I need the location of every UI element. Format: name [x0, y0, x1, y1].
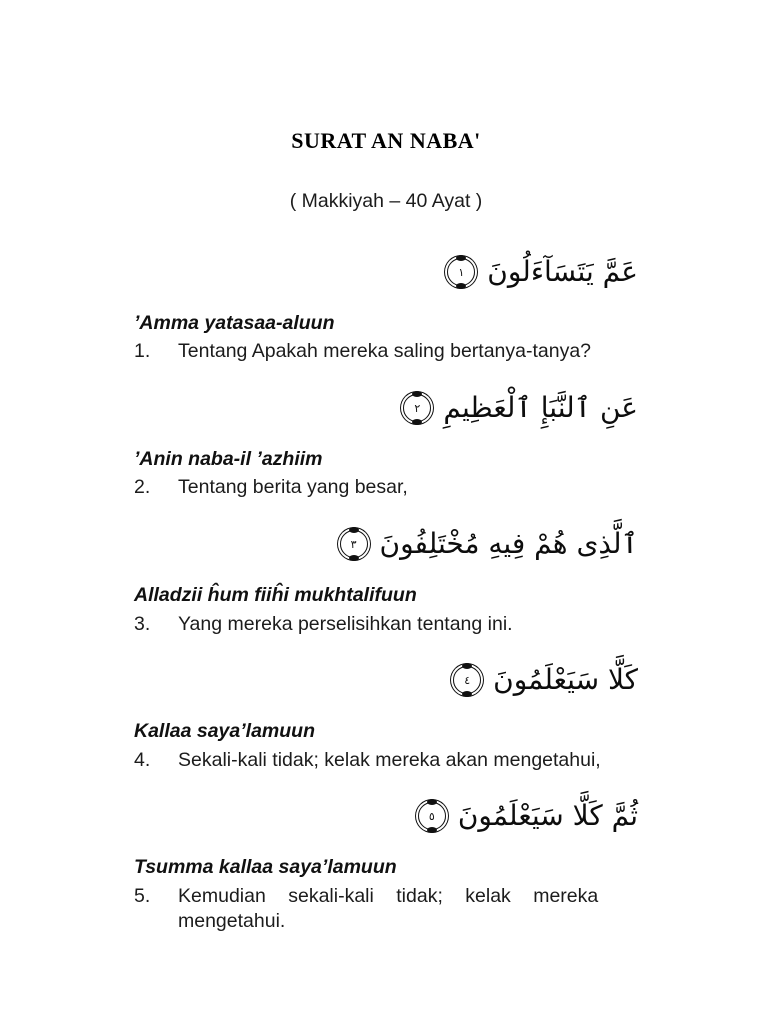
translation-text: Tentang Apakah mereka saling bertanya-tanya? — [178, 340, 592, 363]
ayah-marker-icon — [340, 530, 368, 558]
verse-section-3 — [134, 515, 638, 637]
ayah-number: ١ — [458, 265, 465, 279]
page-subtitle: ( Makkiyah – 40 Ayat ) — [289, 190, 483, 212]
translation-text: Yang mereka perselisihkan tentang ini. — [178, 612, 513, 635]
arabic-text: عَنِ ٱلنَّبَإِ ٱلْعَظِيمِ — [443, 391, 638, 425]
arabic-text: عَمَّ يَتَسَآءَلُونَ — [487, 255, 638, 288]
translation-row — [134, 339, 638, 365]
verse-section-5 — [134, 787, 638, 935]
ayah-marker-icon — [403, 394, 431, 422]
translation-number: 4. — [134, 748, 151, 771]
transliteration: ’Anin naba-il ’azhiim — [134, 448, 323, 471]
ayah-number: ٤ — [464, 673, 471, 687]
verse-section-1 — [134, 243, 638, 365]
arabic-text: ثُمَّ كَلَّا سَيَعْلَمُونَ — [457, 799, 638, 833]
document-content — [134, 128, 638, 935]
arabic-text: ٱلَّذِى هُمْ فِيهِ مُخْتَلِفُونَ — [379, 527, 638, 561]
translation-row — [134, 884, 638, 935]
ayah-number: ٢ — [414, 401, 421, 415]
translation-number: 2. — [134, 476, 151, 499]
ayah-marker-icon — [453, 666, 481, 694]
ayah-number: ٥ — [428, 809, 435, 823]
transliteration: Alladzii ĥum fiiĥi mukhtalifuun — [134, 584, 417, 607]
arabic-line — [134, 243, 638, 301]
transliteration: ’Amma yatasaa-aluun — [134, 312, 335, 334]
translation-row — [134, 748, 638, 774]
translation-row — [134, 612, 638, 638]
verse-section-4 — [134, 651, 638, 773]
translation-text — [178, 884, 638, 935]
translation-text: Sekali-kali tidak; kelak mereka akan mengetahui, — [178, 748, 601, 771]
translation-number: 5. — [134, 884, 151, 907]
arabic-line — [134, 515, 638, 573]
translation-line-justified: Kemudian sekali-kali tidak; kelak mereka — [178, 884, 599, 907]
translation-line: mengetahui. — [178, 910, 286, 933]
page-title: SURAT AN NABA' — [291, 128, 481, 153]
translation-number: 1. — [134, 340, 151, 363]
arabic-line — [134, 651, 638, 709]
translation-text: Tentang berita yang besar, — [178, 476, 408, 499]
translation-row — [134, 475, 638, 501]
ayah-number: ٣ — [350, 537, 357, 551]
transliteration: Tsumma kallaa saya’lamuun — [134, 856, 397, 879]
arabic-line — [134, 787, 638, 845]
translation-number: 3. — [134, 612, 151, 635]
ayah-marker-icon — [447, 258, 475, 286]
verse-section-2 — [134, 379, 638, 501]
arabic-line — [134, 379, 638, 437]
arabic-text: كَلَّا سَيَعْلَمُونَ — [493, 663, 638, 697]
ayah-marker-icon — [418, 802, 446, 830]
transliteration: Kallaa saya’lamuun — [134, 720, 316, 743]
